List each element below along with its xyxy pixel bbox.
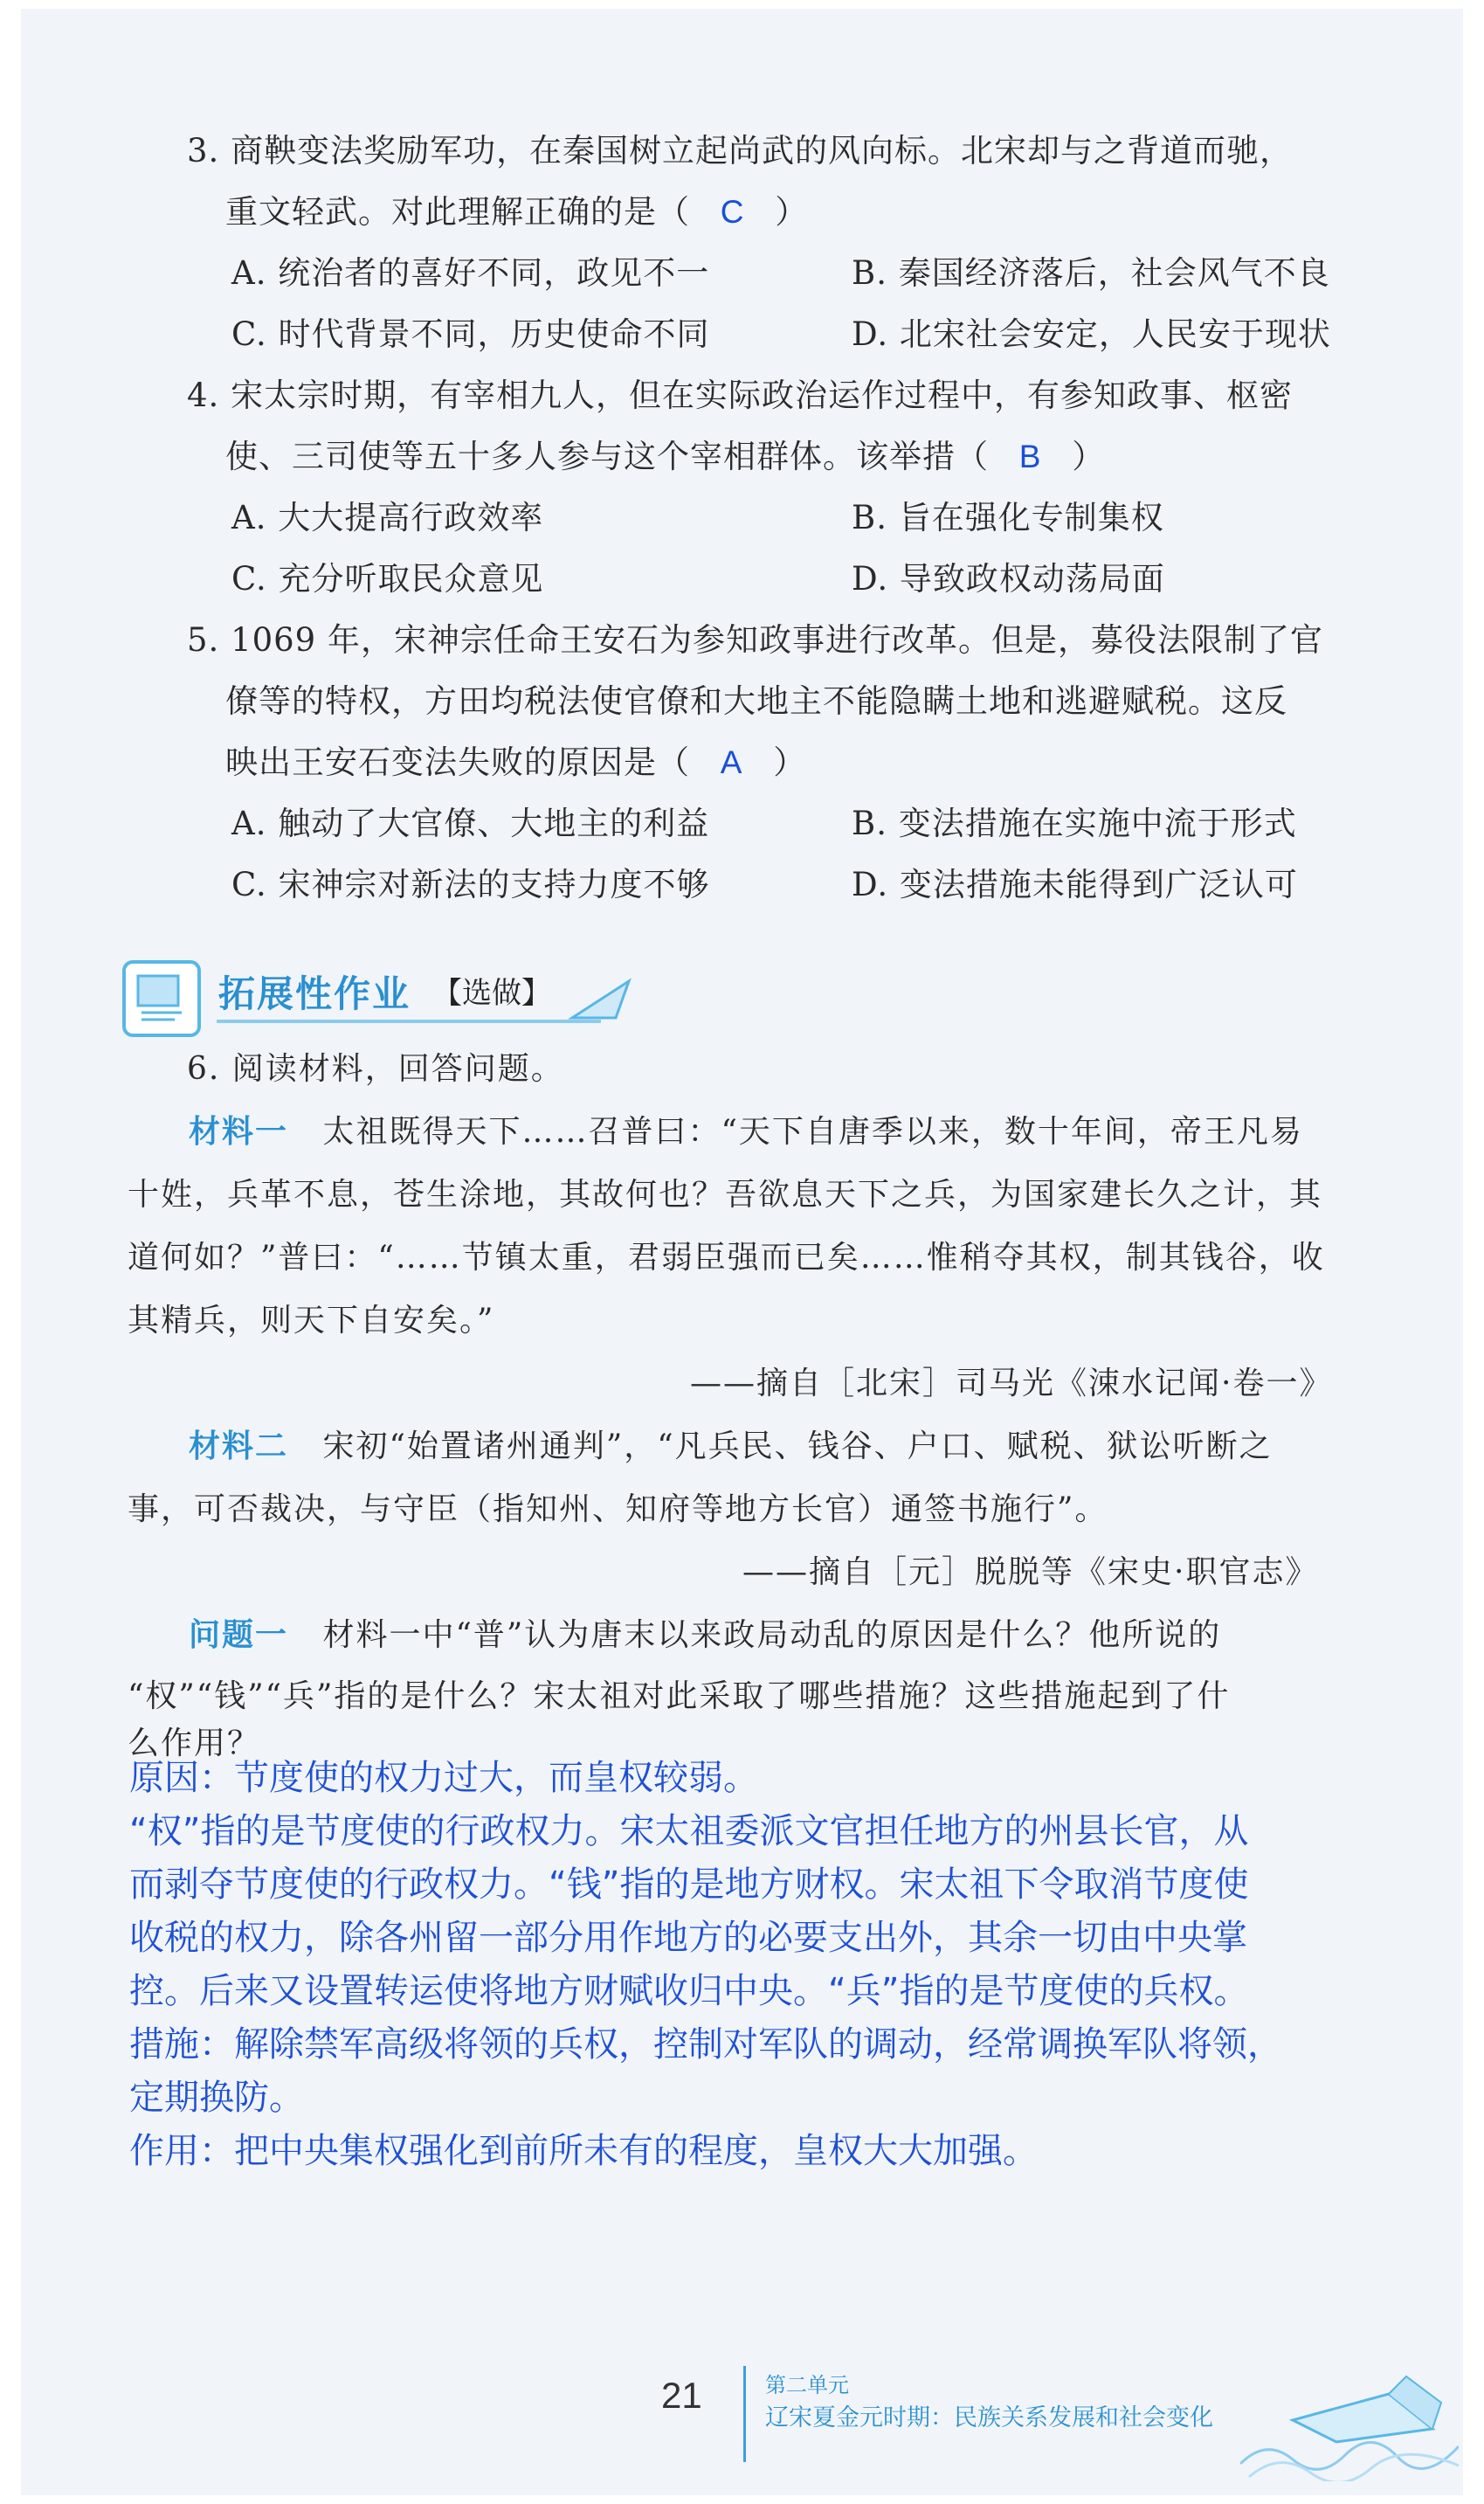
paper-plane-icon <box>568 974 638 1027</box>
problem-1-line2: “权”“钱”“兵”指的是什么？宋太祖对此采取了哪些措施？这些措施起到了什 <box>128 1678 1231 1714</box>
question-6-intro: 6. 阅读材料，回答问题。 <box>187 1051 564 1087</box>
material-2-label: 材料二 <box>189 1428 289 1464</box>
section-title: 拓展性作业 <box>218 972 411 1015</box>
answer-line: 定期换防。 <box>129 2078 304 2118</box>
question-5-option-c: C. 宋神宗对新法的支持力度不够 <box>231 866 710 903</box>
answer-line: 原因：节度使的权力过大，而皇权较弱。 <box>129 1758 758 1798</box>
material-1-label: 材料一 <box>189 1114 289 1150</box>
question-5-close: ） <box>773 744 807 781</box>
footer-divider <box>743 2366 746 2462</box>
material-2-line2: 事，可否裁决，与守臣（指知州、知府等地方长官）通签书施行”。 <box>128 1491 1108 1527</box>
question-3-close: ） <box>775 193 809 231</box>
footer-subtitle: 辽宋夏金元时期：民族关系发展和社会变化 <box>765 2404 1213 2431</box>
material-1-line2: 十姓，兵革不息，苍生涂地，其故何也？吾欲息天下之兵，为国家建长久之计，其 <box>128 1177 1323 1213</box>
question-5-option-b: B. 变法措施在实施中流于形式 <box>852 805 1297 842</box>
question-5-stem: 映出王安石变法失败的原因是（ <box>225 744 690 781</box>
question-4-answer: B <box>1018 439 1042 474</box>
material-1-line3: 道何如？”普曰：“……节镇太重，君弱臣强而已矣……惟稍夺其权，制其钱谷，收 <box>128 1240 1325 1276</box>
question-3-option-a: A. 统治者的喜好不同，政见不一 <box>231 254 710 292</box>
question-4-line2 <box>225 426 1105 488</box>
question-4-close: ） <box>1072 438 1106 475</box>
question-5-line2: 僚等的特权，方田均税法使官僚和大地主不能隐瞒土地和逃避赋税。这反 <box>225 682 1287 720</box>
material-1-line4: 其精兵，则天下自安矣。” <box>128 1303 495 1338</box>
question-5-answer: A <box>720 744 743 780</box>
page-number: 21 <box>661 2375 702 2416</box>
problem-1-line3: 么作用？ <box>128 1726 261 1761</box>
answer-line: 而剥夺节度使的行政权力。“钱”指的是地方财权。宋太祖下令取消节度使 <box>129 1864 1249 1905</box>
question-3-line2 <box>225 182 808 243</box>
material-2-source: ——摘自［元］脱脱等《宋史·职官志》 <box>742 1554 1319 1590</box>
question-4-option-c: C. 充分听取民众意见 <box>231 560 544 598</box>
question-3-option-b: B. 秦国经济落后，社会风气不良 <box>852 254 1330 292</box>
question-4-option-b: B. 旨在强化专制集权 <box>852 499 1164 536</box>
answer-line: 措施：解除禁军高级将领的兵权，控制对军队的调动，经常调换军队将领， <box>129 2024 1282 2065</box>
material-1-line1 <box>189 1101 1303 1164</box>
question-5-option-a: A. 触动了大官僚、大地主的利益 <box>231 805 710 842</box>
wave-decoration-icon <box>1240 2359 1459 2481</box>
question-4-option-a: A. 大大提高行政效率 <box>231 499 544 536</box>
footer-unit: 第二单元 <box>765 2373 849 2397</box>
material-2-line1 <box>189 1415 1273 1478</box>
answer-block <box>129 1752 1370 2178</box>
question-4-line1: 4. 宋太宗时期，有宰相九人，但在实际政治运作过程中，有参知政事、枢密 <box>187 377 1294 414</box>
problem-1-line1 <box>189 1604 1221 1667</box>
question-5-line1: 5. 1069 年，宋神宗任命王安石为参知政事进行改革。但是，募役法限制了官 <box>187 621 1323 659</box>
section-underline <box>217 1020 601 1023</box>
notebook-icon <box>122 960 201 1037</box>
question-4-option-d: D. 导致政权动荡局面 <box>852 560 1165 598</box>
answer-line: “权”指的是节度使的行政权力。宋太祖委派文官担任地方的州县长官，从 <box>129 1811 1249 1851</box>
material-2-text: 宋初“始置诸州通判”，“凡兵民、钱谷、户口、赋税、狱讼听断之 <box>322 1428 1273 1464</box>
section-tag: 【选做】 <box>432 976 551 1011</box>
question-5-line3 <box>225 732 806 793</box>
question-3-answer: C <box>720 194 745 230</box>
section-header <box>122 957 646 1035</box>
answer-line: 作用：把中央集权强化到前所未有的程度，皇权大大加强。 <box>129 2131 1038 2171</box>
problem-1-label: 问题一 <box>189 1617 289 1653</box>
question-3-stem: 重文轻武。对此理解正确的是（ <box>225 193 690 231</box>
question-3-option-c: C. 时代背景不同，历史使命不同 <box>231 315 710 353</box>
material-1-source: ——摘自［北宋］司马光《涑水记闻·卷一》 <box>690 1366 1333 1401</box>
question-3-option-d: D. 北宋社会安定，人民安于现状 <box>852 315 1331 353</box>
answer-line: 收税的权力，除各州留一部分用作地方的必要支出外，其余一切由中央掌 <box>129 1918 1247 1958</box>
answer-line: 控。后来又设置转运使将地方财赋收归中央。“兵”指的是节度使的兵权。 <box>129 1971 1249 2011</box>
problem-1-text: 材料一中“普”认为唐末以来政局动乱的原因是什么？他所说的 <box>322 1617 1222 1653</box>
material-1-text: 太祖既得天下……召普曰：“天下自唐季以来，数十年间，帝王凡易 <box>322 1114 1303 1150</box>
question-3-line1: 3. 商鞅变法奖励军功，在秦国树立起尚武的风向标。北宋却与之背道而驰， <box>187 132 1294 169</box>
question-4-stem: 使、三司使等五十多人参与这个宰相群体。该举措（ <box>225 438 989 475</box>
question-5-option-d: D. 变法措施未能得到广泛认可 <box>852 866 1298 903</box>
